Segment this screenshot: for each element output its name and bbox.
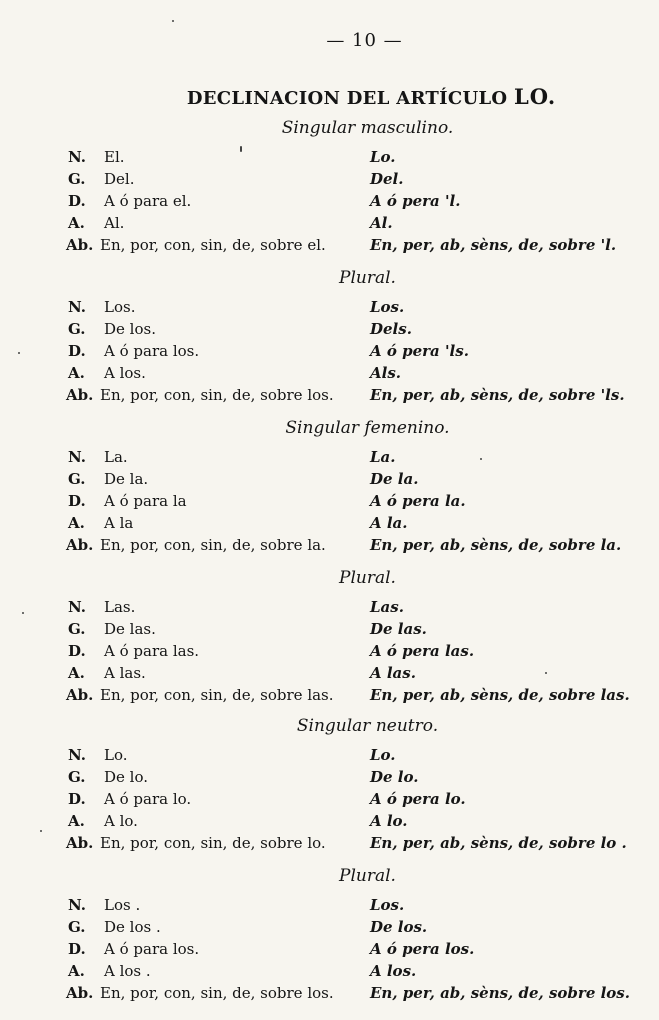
case-label: N.: [68, 896, 86, 914]
case-label: G.: [68, 918, 86, 936]
case-label: N.: [68, 148, 86, 166]
declension-row: [0, 962, 659, 984]
declension-row: [0, 170, 659, 192]
spanish-form: Lo.: [104, 746, 128, 764]
catalan-form: A ó pera 'ls.: [370, 342, 469, 360]
declension-row: [0, 492, 659, 514]
declension-row: [0, 620, 659, 642]
declension-row: [0, 812, 659, 834]
section-heading: Plural.: [339, 866, 396, 886]
declension-row: [0, 834, 659, 856]
catalan-form: De las.: [370, 620, 427, 638]
case-label: D.: [68, 642, 86, 660]
declension-row: [0, 214, 659, 236]
spanish-form: A la: [104, 514, 134, 532]
spanish-form: A ó para el.: [104, 192, 192, 210]
spanish-form: A lo.: [104, 812, 138, 830]
section-heading: Singular femenino.: [285, 418, 450, 438]
scan-speck: [22, 612, 24, 614]
case-label: G.: [68, 170, 86, 188]
declension-row: [0, 918, 659, 940]
catalan-form: De la.: [370, 470, 419, 488]
catalan-form: A las.: [370, 664, 416, 682]
case-label: D.: [68, 790, 86, 808]
catalan-form: A los.: [370, 962, 417, 980]
spanish-form: De los .: [104, 918, 161, 936]
case-label: Ab.: [66, 984, 94, 1002]
title-text: DECLINACION DEL ARTÍCULO: [186, 88, 508, 109]
spanish-form: Los .: [104, 896, 141, 914]
spanish-form: La.: [104, 448, 128, 466]
declension-row: [0, 598, 659, 620]
declension-row: [0, 768, 659, 790]
spanish-form: En, por, con, sin, de, sobre los.: [100, 386, 334, 404]
title-article: LO.: [513, 84, 557, 109]
spanish-form: En, por, con, sin, de, sobre lo.: [100, 834, 326, 852]
scan-speck: [40, 830, 42, 832]
catalan-form: Dels.: [370, 320, 412, 338]
catalan-form: La.: [370, 448, 396, 466]
case-label: N.: [68, 298, 86, 316]
scan-speck: [545, 672, 547, 674]
case-label: Ab.: [66, 686, 94, 704]
case-label: N.: [68, 746, 86, 764]
catalan-form: A ó pera 'l.: [370, 192, 461, 210]
case-label: G.: [68, 320, 86, 338]
spanish-form: En, por, con, sin, de, sobre el.: [100, 236, 326, 254]
declension-row: [0, 148, 659, 170]
declension-row: [0, 298, 659, 320]
scan-speck: [18, 352, 20, 354]
spanish-form: En, por, con, sin, de, sobre la.: [100, 536, 326, 554]
spanish-form: Del.: [104, 170, 135, 188]
spanish-form: A las.: [104, 664, 146, 682]
declension-row: [0, 642, 659, 664]
catalan-form: A la.: [370, 514, 408, 532]
catalan-form: Lo.: [370, 148, 396, 166]
case-label: A.: [68, 364, 85, 382]
declension-row: [0, 536, 659, 558]
case-label: G.: [68, 768, 86, 786]
case-label: N.: [68, 598, 86, 616]
declension-row: [0, 448, 659, 470]
page-number: — 10 —: [326, 30, 403, 51]
case-label: D.: [68, 940, 86, 958]
catalan-form: En, per, ab, sèns, de, sobre la.: [370, 536, 622, 554]
case-label: A.: [68, 962, 85, 980]
spanish-form: A ó para la: [104, 492, 187, 510]
catalan-form: En, per, ab, sèns, de, sobre las.: [370, 686, 630, 704]
spanish-form: A ó para las.: [104, 642, 200, 660]
catalan-form: En, per, ab, sèns, de, sobre 'ls.: [370, 386, 625, 404]
case-label: A.: [68, 214, 85, 232]
catalan-form: Los.: [370, 298, 405, 316]
case-label: N.: [68, 448, 86, 466]
section-heading: Singular masculino.: [281, 118, 454, 138]
spanish-form: Los.: [104, 298, 136, 316]
spanish-form: A los .: [104, 962, 151, 980]
spanish-form: A los.: [104, 364, 146, 382]
section-heading: Singular neutro.: [296, 716, 439, 736]
catalan-form: A ó pera las.: [370, 642, 475, 660]
page-title: [0, 84, 659, 109]
catalan-form: En, per, ab, sèns, de, sobre lo .: [370, 834, 627, 852]
spanish-form: El.: [104, 148, 125, 166]
section-heading: Plural.: [339, 568, 396, 588]
spanish-form: A ó para los.: [104, 342, 200, 360]
catalan-form: A lo.: [370, 812, 408, 830]
case-label: Ab.: [66, 236, 94, 254]
declension-row: [0, 896, 659, 918]
case-label: Ab.: [66, 386, 94, 404]
declension-row: [0, 514, 659, 536]
declension-row: [0, 364, 659, 386]
spanish-form: A ó para lo.: [104, 790, 192, 808]
scan-speck: [240, 146, 242, 152]
spanish-form: En, por, con, sin, de, sobre los.: [100, 984, 334, 1002]
declension-row: [0, 320, 659, 342]
declension-row: [0, 386, 659, 408]
spanish-form: De las.: [104, 620, 156, 638]
catalan-form: Lo.: [370, 746, 396, 764]
declension-row: [0, 470, 659, 492]
catalan-form: De los.: [370, 918, 428, 936]
declension-row: [0, 686, 659, 708]
spanish-form: De lo.: [104, 768, 149, 786]
case-label: D.: [68, 342, 86, 360]
catalan-form: Los.: [370, 896, 405, 914]
case-label: A.: [68, 812, 85, 830]
spanish-form: Al.: [104, 214, 125, 232]
catalan-form: De lo.: [370, 768, 419, 786]
catalan-form: En, per, ab, sèns, de, sobre los.: [370, 984, 630, 1002]
declension-row: [0, 192, 659, 214]
declension-row: [0, 940, 659, 962]
section-heading: Plural.: [339, 268, 396, 288]
catalan-form: A ó pera lo.: [370, 790, 466, 808]
declension-row: [0, 984, 659, 1006]
declension-row: [0, 342, 659, 364]
case-label: D.: [68, 192, 86, 210]
declension-row: [0, 236, 659, 258]
spanish-form: A ó para los.: [104, 940, 200, 958]
catalan-form: Al.: [370, 214, 393, 232]
case-label: G.: [68, 620, 86, 638]
spanish-form: Las.: [104, 598, 136, 616]
catalan-form: Del.: [370, 170, 404, 188]
catalan-form: Las.: [370, 598, 404, 616]
scan-speck: [172, 20, 174, 22]
case-label: G.: [68, 470, 86, 488]
catalan-form: En, per, ab, sèns, de, sobre 'l.: [370, 236, 617, 254]
scan-speck: [480, 458, 482, 460]
case-label: A.: [68, 664, 85, 682]
case-label: Ab.: [66, 536, 94, 554]
spanish-form: De la.: [104, 470, 149, 488]
catalan-form: A ó pera la.: [370, 492, 466, 510]
case-label: Ab.: [66, 834, 94, 852]
catalan-form: Als.: [370, 364, 402, 382]
case-label: A.: [68, 514, 85, 532]
spanish-form: En, por, con, sin, de, sobre las.: [100, 686, 334, 704]
declension-row: [0, 790, 659, 812]
catalan-form: A ó pera los.: [370, 940, 475, 958]
case-label: D.: [68, 492, 86, 510]
declension-row: [0, 664, 659, 686]
spanish-form: De los.: [104, 320, 156, 338]
declension-row: [0, 746, 659, 768]
